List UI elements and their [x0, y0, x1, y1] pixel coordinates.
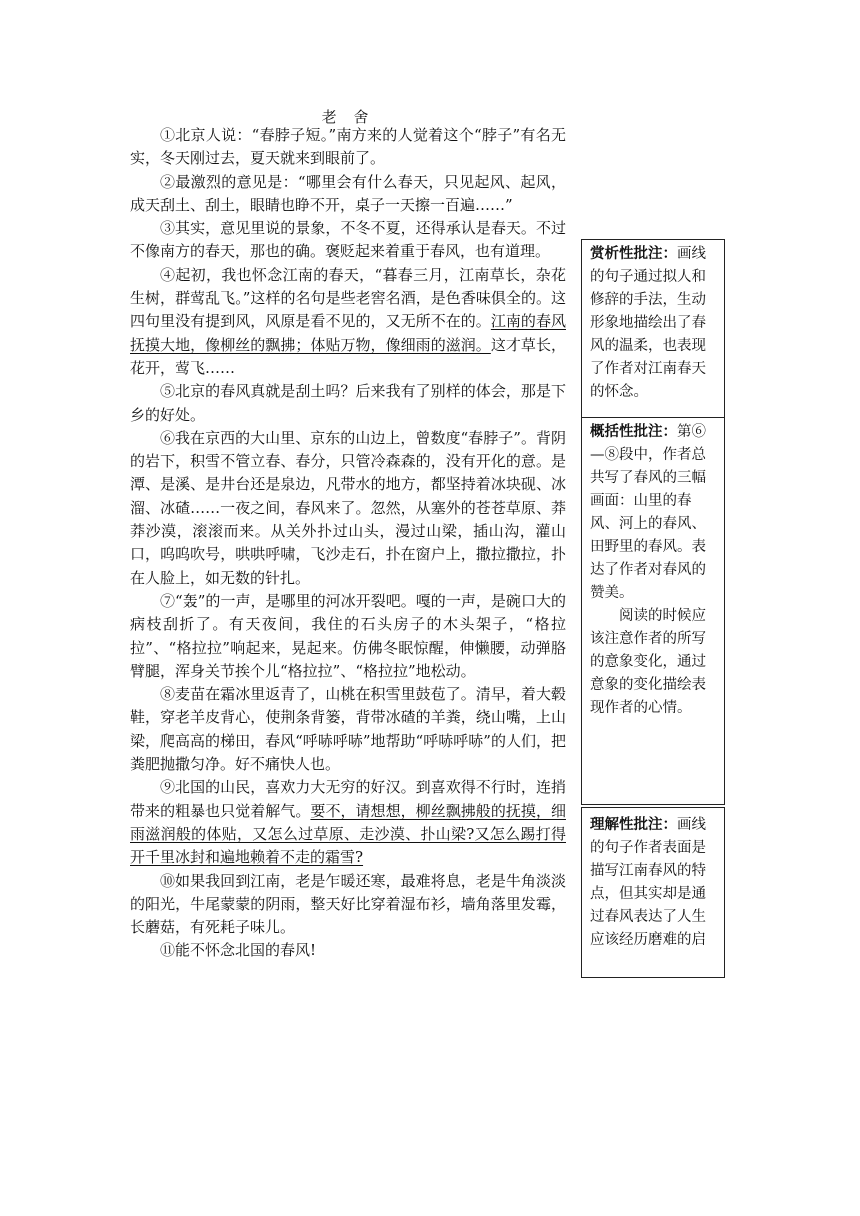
- paragraph-8: ⑧麦苗在霜冰里返青了，山桃在积雪里鼓苞了。清早，着大毂鞋，穿老羊皮背心，使荆条背篓，背带冰碴的羊粪，绕山嘴，上山梁，爬高高的梯田，春风“呼哧呼哧”地帮助“呼哧呼哧”的人们，把粪肥抛撒匀净。好不痛快人也。: [130, 685, 566, 774]
- paragraph-9-underlined-sentence: 要不，请想想，柳丝飘拂般的抚摸，细雨滋润般的体贴，又怎么过草原、走沙漠、扑山梁?又怎么踢打得开千里冰封和遍地赖着不走的霜雪?: [130, 801, 566, 867]
- paragraph-9: [130, 776, 566, 869]
- annotation-box-summary: [581, 417, 725, 805]
- paragraph-9-text-a: ⑨北国的山民，喜欢力大无穷的好汉。到喜欢得不行时，连捎带来的粗暴也只觉着解气。: [130, 778, 566, 820]
- annotation-2-text: 第⑥—⑧段中，作者总共写了春风的三幅画面：山里的春风、河上的春风、田野里的春风。表达了作者对春风的赞美。: [590, 424, 706, 601]
- paragraph-1: ①北京人说：“春脖子短。”南方来的人觉着这个“脖子”有名无实，冬天刚过去，夏天就来到眼前了。: [130, 126, 566, 168]
- annotation-2-label: 概括性批注：: [590, 424, 677, 440]
- article-author-title: 老 舍: [321, 108, 375, 126]
- annotation-box-appreciation: [581, 239, 725, 423]
- annotation-1-label: 赏析性批注：: [590, 246, 677, 262]
- paragraph-11: ⑪能不怀念北国的春风!: [160, 941, 317, 960]
- paragraph-4-text-b: 这才草长，花开，莺飞……: [130, 335, 566, 377]
- annotation-2: [590, 421, 718, 605]
- paragraph-5: ⑤北京的春风真就是刮土吗？后来我有了别样的体会，那是下乡的好处。: [130, 382, 566, 424]
- annotation-1: [590, 243, 718, 404]
- paragraph-2: ②最激烈的意见是：“哪里会有什么春天，只见起风、起风，成天刮土、刮土，眼睛也睁不开，桌子一天擦一百遍……”: [130, 172, 566, 214]
- annotation-box-understanding: [581, 807, 725, 978]
- paragraph-4: [130, 264, 566, 380]
- paragraph-10: ⑩如果我回到江南，老是乍暖还寒，最难将息，老是牛角淡淡的阳光，牛尾蒙蒙的阴雨，整天好比穿着湿布衫，墙角落里发霉，长蘑菇，有死耗子味儿。: [130, 871, 566, 937]
- annotation-3: [590, 814, 718, 952]
- annotation-2-note: 阅读的时候应该注意作者的所写的意象变化，通过意象的变化描绘表现作者的心情。: [590, 608, 706, 716]
- paragraph-6: ⑥我在京西的大山里、京东的山边上，曾数度“春脖子”。背阴的岩下，积雪不管立春、春分，只管冷森森的，没有开化的意。是潭、是溪、是井台还是泉边，凡带水的地方，都坚持着冰块砚、冰溜、冰碴……一夜之间，春风来了。忽然，从塞外的苍苍草原、莽莽沙漠，滚滚而来。从关外扑过山头，漫过山梁，插山沟，灌山口，呜呜吹号，哄哄呼啸，飞沙走石，扑在窗户上，撒拉撒拉，扑在人脸上，如无数的针扎。: [130, 428, 566, 587]
- paragraph-4-text-a: ④起初，我也怀念江南的春天，“暮春三月，江南草长，杂花生树，群莺乱飞。”这样的名句是些老窖名酒，是色香味俱全的。这四句里没有提到风，风原是看不见的，又无所不在的。: [130, 265, 566, 331]
- annotation-3-label: 理解性批注：: [590, 817, 677, 833]
- paragraph-4-underlined-sentence: 江南的春风抚摸大地，像柳丝的飘拂；体贴万物，像细雨的滋润。: [130, 312, 566, 354]
- paragraph-7: ⑦“轰”的一声，是哪里的河冰开裂吧。嘎的一声，是碗口大的病枝刮折了。有天夜间，我住的石头房子的木头架子，“格拉拉”、“格拉拉”响起来，晃起来。仿佛冬眠惊醒，伸懒腰，动弹胳臂腿，浑身关节挨个儿“格拉拉”、“格拉拉”地松动。: [130, 591, 566, 680]
- paragraph-3: ③其实，意见里说的景象，不冬不夏，还得承认是春天。不过不像南方的春天，那也的确。褒贬起来着重于春风，也有道理。: [130, 219, 566, 261]
- annotation-3-text: 画线的句子作者表面是描写江南春风的特点，但其实却是通过春风表达了人生应该经历磨难的启: [590, 817, 706, 948]
- annotation-1-text: 画线的句子通过拟人和修辞的手法，生动形象地描绘出了春风的温柔，也表现了作者对江南春天的怀念。: [590, 246, 706, 400]
- article-body: [130, 124, 566, 963]
